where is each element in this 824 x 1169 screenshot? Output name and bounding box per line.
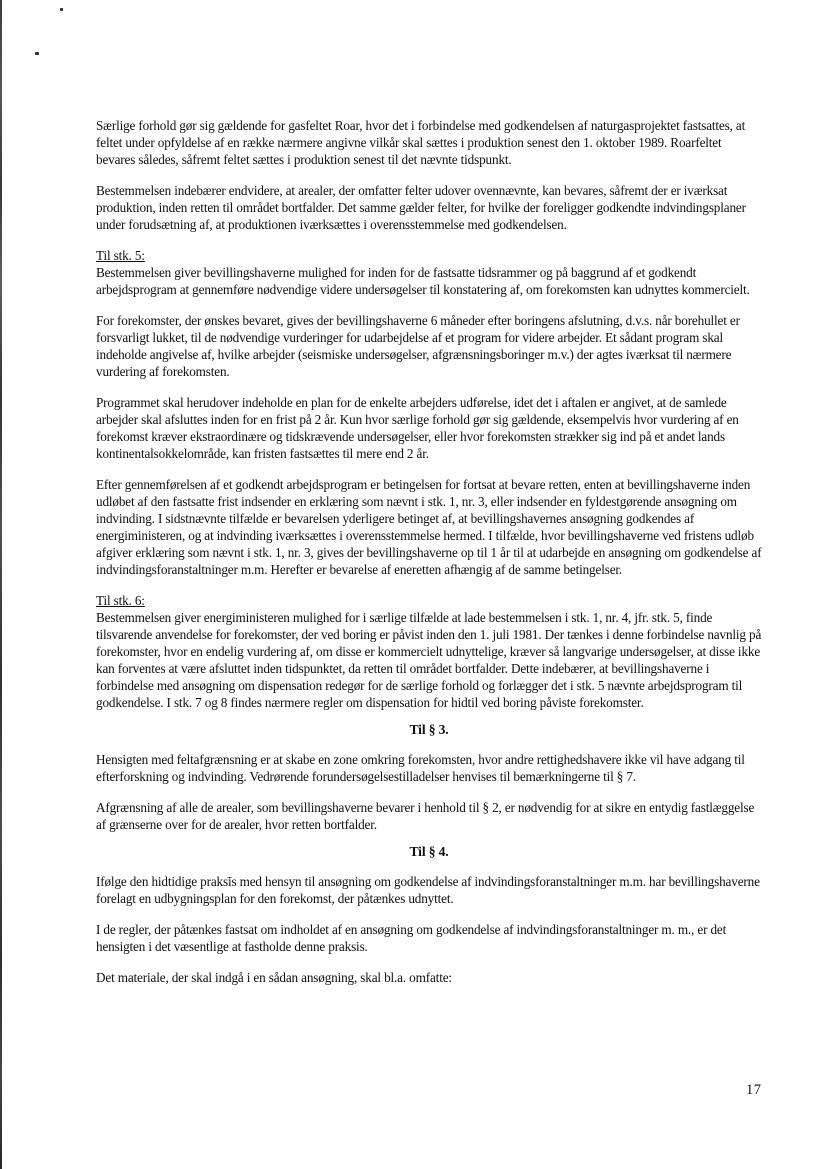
paragraph: For forekomster, der ønskes bevaret, gives der bevillingshaverne 6 måneder efter boringens afslutning, d.v.s. når borehullet er forsvarligt lukket, til de nødvendige vurderinger for udarbejdelse af et program for videre arbejder. Et sådant program skal indeholde angivelse af, hvilke arbejder (seismiske undersøgelser, afgrænsningsboringer m.v.) der agtes iværksat til nærmere vurdering af forekomsten. [96,313,740,379]
paragraph: Særlige forhold gør sig gældende for gasfeltet Roar, hvor det i forbindelse med godkendelsen af naturgasprojektet fastsattes, at feltet under opfyldelse af en række nærmere angivne vilkår skal sættes i produktion senest den 1. oktober 1989. Roarfeltet bevares således, såfremt feltet sættes i produktion senest til det nævnte tidspunkt. [96,118,746,167]
scan-speckle [60,8,63,11]
paragraph: Bestemmelsen indebærer endvidere, at arealer, der omfatter felter udover ovennævnte, kan bevares, såfremt der er iværksat produktion, inden retten til området bortfalder. Det samme gælder felter, for hvilke der foreligger godkendte indvindingsplaner under forudsætning af, at produktionen iværksættes i overensstemmelse med godkendelsen. [96,183,746,232]
section-heading-til-par-4: Til § 4. [409,844,449,859]
scan-speckle [35,52,39,55]
paragraph: Ifølge den hidtidige praksis med hensyn til ansøgning om godkendelse af indvindingsforanstaltninger m.m. har bevillingshaverne forelagt en udbygningsplan for den forekomst, der påtænkes udnyttet. [96,874,760,906]
subsection-heading-til-stk-6: Til stk. 6: [96,593,145,608]
paragraph: Hensigten med feltafgrænsning er at skabe en zone omkring forekomsten, hvor andre rettighedshavere ikke vil have adgang til efterforskning og indvinding. Vedrørende forundersøgelsestilladelser henvises til bemærkningerne til § 7. [96,752,745,784]
subsection-heading-til-stk-5: Til stk. 5: [96,248,145,263]
paragraph: Programmet skal herudover indeholde en plan for de enkelte arbejders udførelse, idet det i aftalen er angivet, at de samlede arbejder skal afsluttes inden for en frist på 2 år. Kun hvor særlige forhold gør sig gældende, eksempelvis hvor vurdering af en forekomst kræver ekstraordinære og tidskrævende undersøgelser, eller hvor forekomsten strækker sig ind på et andet lands kontinentalsokkelområde, kan fristen fastsættes til mere end 2 år. [96,395,739,461]
scan-edge-artifact [0,0,2,1169]
paragraph: Afgrænsning af alle de arealer, som bevillingshaverne bevarer i henhold til § 2, er nødvendig for at sikre en entydig fastlæggelse af grænserne over for de arealer, hvor retten bortfalder. [96,800,755,832]
paragraph: Bestemmelsen giver bevillingshaverne mulighed for inden for de fastsatte tidsrammer og på baggrund af et godkendt arbejdsprogram at gennemføre nødvendige videre undersøgelser til konstatering af, om forekomsten kan udnyttes kommercielt. [96,265,750,297]
paragraph: Bestemmelsen giver energiministeren mulighed for i særlige tilfælde at lade bestemmelsen i stk. 1, nr. 4, jfr. stk. 5, finde tilsvarende anvendelse for forekomster, der ved boring er påvist inden den 1. juli 1981. Der tænkes i denne forbindelse navnlig på forekomster, hvor en endelig vurdering af, om disse er kommercielt udnyttelige, kræver så langvarige undersøgelser, at disse ikke kan forventes at være afsluttet inden tidspunktet, da retten til området bortfalder. Dette indebærer, at bevillingshaverne i forbindelse med ansøgning om dispensation redegør for de særlige forhold og forlægger det i stk. 5 nævnte arbejdsprogram til godkendelse. I stk. 7 og 8 findes nærmere regler om dispensation for hidtil ved boring påviste forekomster. [96,610,762,710]
page-number: 17 [746,1082,762,1098]
paragraph: I de regler, der påtænkes fastsat om indholdet af en ansøgning om godkendelse af indvindingsforanstaltninger m. m., er det hensigten i det væsentlige at fastholde denne praksis. [96,922,727,954]
paragraph: Det materiale, der skal indgå i en sådan ansøgning, skal bl.a. omfatte: [96,970,452,985]
document-body [96,117,762,986]
paragraph: Efter gennemførelsen af et godkendt arbejdsprogram er betingelsen for fortsat at bevare retten, enten at bevillingshaverne inden udløbet af den fastsatte frist indsender en erklæring som nævnt i stk. 1, nr. 3, eller indsender en fyldestgørende ansøgning om indvinding. I sidstnævnte tilfælde er bevarelsen yderligere betinget af, at bevillingshavernes ansøgning godkendes af energiministeren, og at indvinding iværksættes i overensstemmelse hermed. I tilfælde, hvor bevillingshaverne ved fristens udløb afgiver erklæring som nævnt i stk. 1, nr. 3, gives der bevillingshaverne op til 1 år til at udarbejde en ansøgning om godkendelse af indvindingsforanstaltninger m.m. Herefter er bevarelse af eneretten afhængig af de samme betingelser. [96,477,762,577]
section-heading-til-par-3: Til § 3. [409,722,449,737]
